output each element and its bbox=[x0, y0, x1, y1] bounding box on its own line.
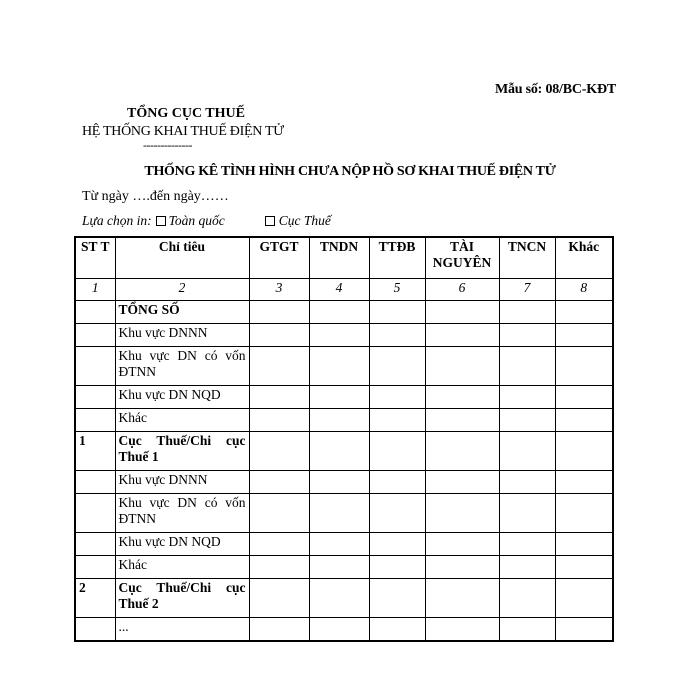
indicator-cell: Cục Thuế/Chi cục Thuế 1 bbox=[115, 431, 249, 470]
table-row bbox=[75, 385, 613, 408]
value-cell bbox=[555, 300, 613, 323]
indicator-cell: Khác bbox=[115, 555, 249, 578]
value-cell bbox=[425, 578, 499, 617]
value-cell bbox=[249, 470, 309, 493]
national-option-label: Toàn quốc bbox=[168, 213, 225, 228]
header-cell: TNCN bbox=[499, 237, 555, 278]
value-cell bbox=[249, 578, 309, 617]
stt-cell bbox=[75, 493, 115, 532]
header-cell: TÀI NGUYÊN bbox=[425, 237, 499, 278]
indicator-cell: Khu vực DN NQD bbox=[115, 385, 249, 408]
form-code: Mẫu số: 08/BC-KĐT bbox=[494, 82, 616, 97]
report-title: THỐNG KÊ TÌNH HÌNH CHƯA NỘP HỒ SƠ KHAI THUẾ ĐIỆN TỬ bbox=[144, 164, 556, 179]
stt-cell bbox=[75, 300, 115, 323]
table-row bbox=[75, 617, 613, 641]
column-number: 4 bbox=[309, 278, 369, 300]
value-cell bbox=[369, 431, 425, 470]
value-cell bbox=[425, 617, 499, 641]
report-table bbox=[74, 236, 614, 642]
column-number: 7 bbox=[499, 278, 555, 300]
column-number: 3 bbox=[249, 278, 309, 300]
header-divider: -------------- bbox=[143, 138, 192, 152]
value-cell bbox=[499, 431, 555, 470]
table-header-row bbox=[75, 237, 613, 278]
stt-cell bbox=[75, 385, 115, 408]
local-option-label: Cục Thuế bbox=[278, 213, 331, 228]
value-cell bbox=[425, 346, 499, 385]
value-cell bbox=[309, 300, 369, 323]
value-cell bbox=[249, 532, 309, 555]
value-cell bbox=[369, 323, 425, 346]
value-cell bbox=[249, 300, 309, 323]
value-cell bbox=[249, 323, 309, 346]
system-name: HỆ THỐNG KHAI THUẾ ĐIỆN TỬ bbox=[82, 124, 284, 139]
indicator-cell: Khu vực DNNN bbox=[115, 470, 249, 493]
value-cell bbox=[499, 300, 555, 323]
value-cell bbox=[309, 532, 369, 555]
indicator-cell: Khu vực DN có vốn ĐTNN bbox=[115, 346, 249, 385]
indicator-cell: ... bbox=[115, 617, 249, 641]
stt-cell: 1 bbox=[75, 431, 115, 470]
stt-cell bbox=[75, 555, 115, 578]
value-cell bbox=[369, 578, 425, 617]
stt-cell bbox=[75, 617, 115, 641]
selection-label: Lựa chọn in: bbox=[82, 213, 152, 228]
stt-cell bbox=[75, 470, 115, 493]
table-row bbox=[75, 493, 613, 532]
header-cell: ST T bbox=[75, 237, 115, 278]
value-cell bbox=[499, 385, 555, 408]
value-cell bbox=[499, 470, 555, 493]
value-cell bbox=[369, 385, 425, 408]
table-row bbox=[75, 323, 613, 346]
local-checkbox[interactable] bbox=[265, 216, 275, 226]
header-cell: TNDN bbox=[309, 237, 369, 278]
value-cell bbox=[249, 493, 309, 532]
value-cell bbox=[425, 300, 499, 323]
value-cell bbox=[309, 346, 369, 385]
value-cell bbox=[249, 555, 309, 578]
table-row bbox=[75, 346, 613, 385]
stt-cell: 2 bbox=[75, 578, 115, 617]
value-cell bbox=[369, 470, 425, 493]
header-cell: TTĐB bbox=[369, 237, 425, 278]
value-cell bbox=[309, 385, 369, 408]
indicator-cell: TỔNG SỐ bbox=[115, 300, 249, 323]
value-cell bbox=[499, 578, 555, 617]
national-checkbox[interactable] bbox=[156, 216, 166, 226]
value-cell bbox=[499, 532, 555, 555]
value-cell bbox=[309, 431, 369, 470]
table-row bbox=[75, 555, 613, 578]
value-cell bbox=[425, 385, 499, 408]
agency-name: TỔNG CỤC THUẾ bbox=[127, 106, 245, 121]
table-row bbox=[75, 470, 613, 493]
indicator-cell: Cục Thuế/Chi cục Thuế 2 bbox=[115, 578, 249, 617]
value-cell bbox=[369, 617, 425, 641]
column-number: 2 bbox=[115, 278, 249, 300]
value-cell bbox=[555, 493, 613, 532]
value-cell bbox=[425, 323, 499, 346]
indicator-cell: Khu vực DN có vốn ĐTNN bbox=[115, 493, 249, 532]
value-cell bbox=[425, 532, 499, 555]
value-cell bbox=[499, 346, 555, 385]
value-cell bbox=[369, 555, 425, 578]
value-cell bbox=[309, 323, 369, 346]
column-number: 5 bbox=[369, 278, 425, 300]
value-cell bbox=[425, 555, 499, 578]
value-cell bbox=[249, 346, 309, 385]
value-cell bbox=[309, 408, 369, 431]
value-cell bbox=[555, 323, 613, 346]
value-cell bbox=[369, 300, 425, 323]
table-row bbox=[75, 431, 613, 470]
value-cell bbox=[555, 385, 613, 408]
date-range: Từ ngày ….đến ngày…… bbox=[82, 189, 229, 204]
value-cell bbox=[369, 346, 425, 385]
value-cell bbox=[555, 470, 613, 493]
value-cell bbox=[555, 578, 613, 617]
value-cell bbox=[369, 532, 425, 555]
column-number: 8 bbox=[555, 278, 613, 300]
value-cell bbox=[425, 493, 499, 532]
value-cell bbox=[555, 408, 613, 431]
value-cell bbox=[249, 431, 309, 470]
column-number-row bbox=[75, 278, 613, 300]
header-cell: Khác bbox=[555, 237, 613, 278]
value-cell bbox=[369, 493, 425, 532]
table-row bbox=[75, 532, 613, 555]
value-cell bbox=[369, 408, 425, 431]
stt-cell bbox=[75, 408, 115, 431]
value-cell bbox=[425, 470, 499, 493]
header-cell: Chỉ tiêu bbox=[115, 237, 249, 278]
table-row bbox=[75, 300, 613, 323]
value-cell bbox=[309, 470, 369, 493]
indicator-cell: Khu vực DNNN bbox=[115, 323, 249, 346]
stt-cell bbox=[75, 532, 115, 555]
column-number: 1 bbox=[75, 278, 115, 300]
print-selection bbox=[82, 213, 331, 229]
table-row bbox=[75, 408, 613, 431]
table-row bbox=[75, 578, 613, 617]
value-cell bbox=[309, 578, 369, 617]
value-cell bbox=[555, 532, 613, 555]
value-cell bbox=[309, 555, 369, 578]
indicator-cell: Khác bbox=[115, 408, 249, 431]
value-cell bbox=[499, 323, 555, 346]
value-cell bbox=[249, 408, 309, 431]
value-cell bbox=[555, 346, 613, 385]
value-cell bbox=[555, 431, 613, 470]
value-cell bbox=[249, 617, 309, 641]
value-cell bbox=[425, 431, 499, 470]
value-cell bbox=[425, 408, 499, 431]
value-cell bbox=[499, 555, 555, 578]
header-cell: GTGT bbox=[249, 237, 309, 278]
value-cell bbox=[555, 555, 613, 578]
indicator-cell: Khu vực DN NQD bbox=[115, 532, 249, 555]
stt-cell bbox=[75, 346, 115, 385]
value-cell bbox=[309, 617, 369, 641]
value-cell bbox=[309, 493, 369, 532]
column-number: 6 bbox=[425, 278, 499, 300]
value-cell bbox=[555, 617, 613, 641]
value-cell bbox=[499, 408, 555, 431]
stt-cell bbox=[75, 323, 115, 346]
value-cell bbox=[499, 493, 555, 532]
value-cell bbox=[499, 617, 555, 641]
value-cell bbox=[249, 385, 309, 408]
